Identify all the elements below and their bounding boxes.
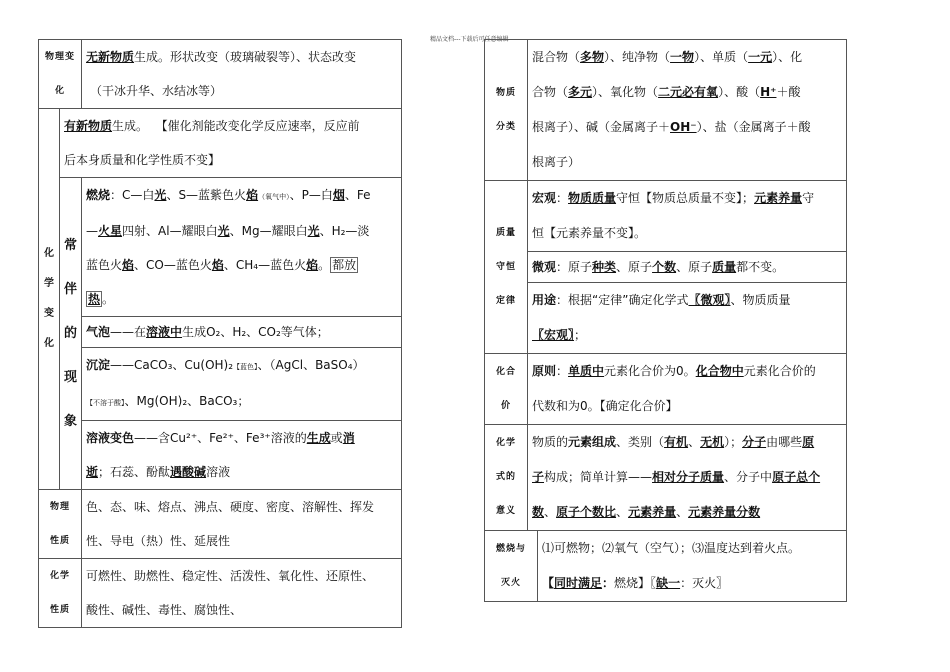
chemical-properties-content: 可燃性、助燃性、稳定性、活泼性、氧化性、还原性、 酸性、碱性、毒性、腐蚀性、 [82,559,402,628]
common-phenomena-label: 常 伴 的 现 象 [60,178,82,490]
conservation-micro: 微观：原子种类、原子个数、原子质量都不变。 [528,252,847,283]
formula-meaning-content: 物质的元素组成、类别（有机、无机）；分子由哪些原 子构成；简单计算——相对分子质量、分子中原子总个 数、原子个数比、元素养量、元素养量分数 [528,425,847,531]
chemical-properties-label: 化学 性质 [39,559,82,628]
physical-change-label: 物理变 化 [39,40,82,109]
chemical-change-intro: 有新物质生成。 【催化剂能改变化学反应速率，反应前 后本身质量和化学性质不变】 [60,109,402,178]
classification-label: 物质 分类 [485,40,528,181]
fire-content: ⑴可燃物；⑵氧气（空气）；⑶温度达到着火点。 【同时满足：燃烧】〖缺一：灭火〗 [538,531,847,602]
valence-label: 化合 价 [485,354,528,425]
conservation-use: 用途：根据“定律”确定化学式〖微观〗、物质质量 〖宏观〗； [528,283,847,354]
right-table [484,39,847,602]
chemical-change-label: 化 学 变 化 [39,109,60,490]
valence-content: 原则：单质中元素化合价为0。化合物中元素化合价的 代数和为0。【确定化合价】 [528,354,847,425]
classification-content: 混合物（多物）、纯净物（一物）、单质（一元）、化 合物（多元）、氧化物（二元必有氧）、酸（H⁺＋酸 根离子）、碱（金属离子＋OH⁻）、盐（金属离子＋酸 根离子） [528,40,847,181]
left-table [38,39,402,628]
page-header: 精品文档---下载后可任意编辑 [430,36,509,43]
fire-label: 燃烧与 灭火 [485,531,538,602]
conservation-label: 质量 守恒 定律 [485,181,528,354]
color-change-phenomena: 溶液变色——含Cu²⁺、Fe²⁺、Fe³⁺溶液的生成或消 逝；石蕊、酚酞遇酸碱溶液 [82,421,402,490]
combustion-phenomena: 燃烧：C—白光、S—蓝紫色火焰（氧气中）、P—白烟、Fe —火星四射、Al—耀眼白光、Mg—耀眼白光、H₂—淡 蓝色火焰、CO—蓝色火焰、CH₄—蓝色火焰。 都放 热 。 [82,178,402,317]
physical-properties-content: 色、态、味、熔点、沸点、硬度、密度、溶解性、挥发 性、导电（热）性、延展性 [82,490,402,559]
conservation-macro: 宏观：物质质量守恒【物质总质量不变】；元素养量守 恒【元素养量不变】。 [528,181,847,252]
bubbles-phenomena: 气泡——在溶液中生成O₂、H₂、CO₂等气体； [82,317,402,348]
physical-properties-label: 物理 性质 [39,490,82,559]
formula-meaning-label: 化学 式的 意义 [485,425,528,531]
precipitate-phenomena: 沉淀——CaCO₃、Cu(OH)₂【蓝色】、（AgCl、BaSO₄） 【不溶于酸】、Mg(OH)₂、BaCO₃； [82,348,402,421]
physical-change-content: 无新物质生成。形状改变（玻璃破裂等）、状态改变 （干冰升华、水结冰等） [82,40,402,109]
